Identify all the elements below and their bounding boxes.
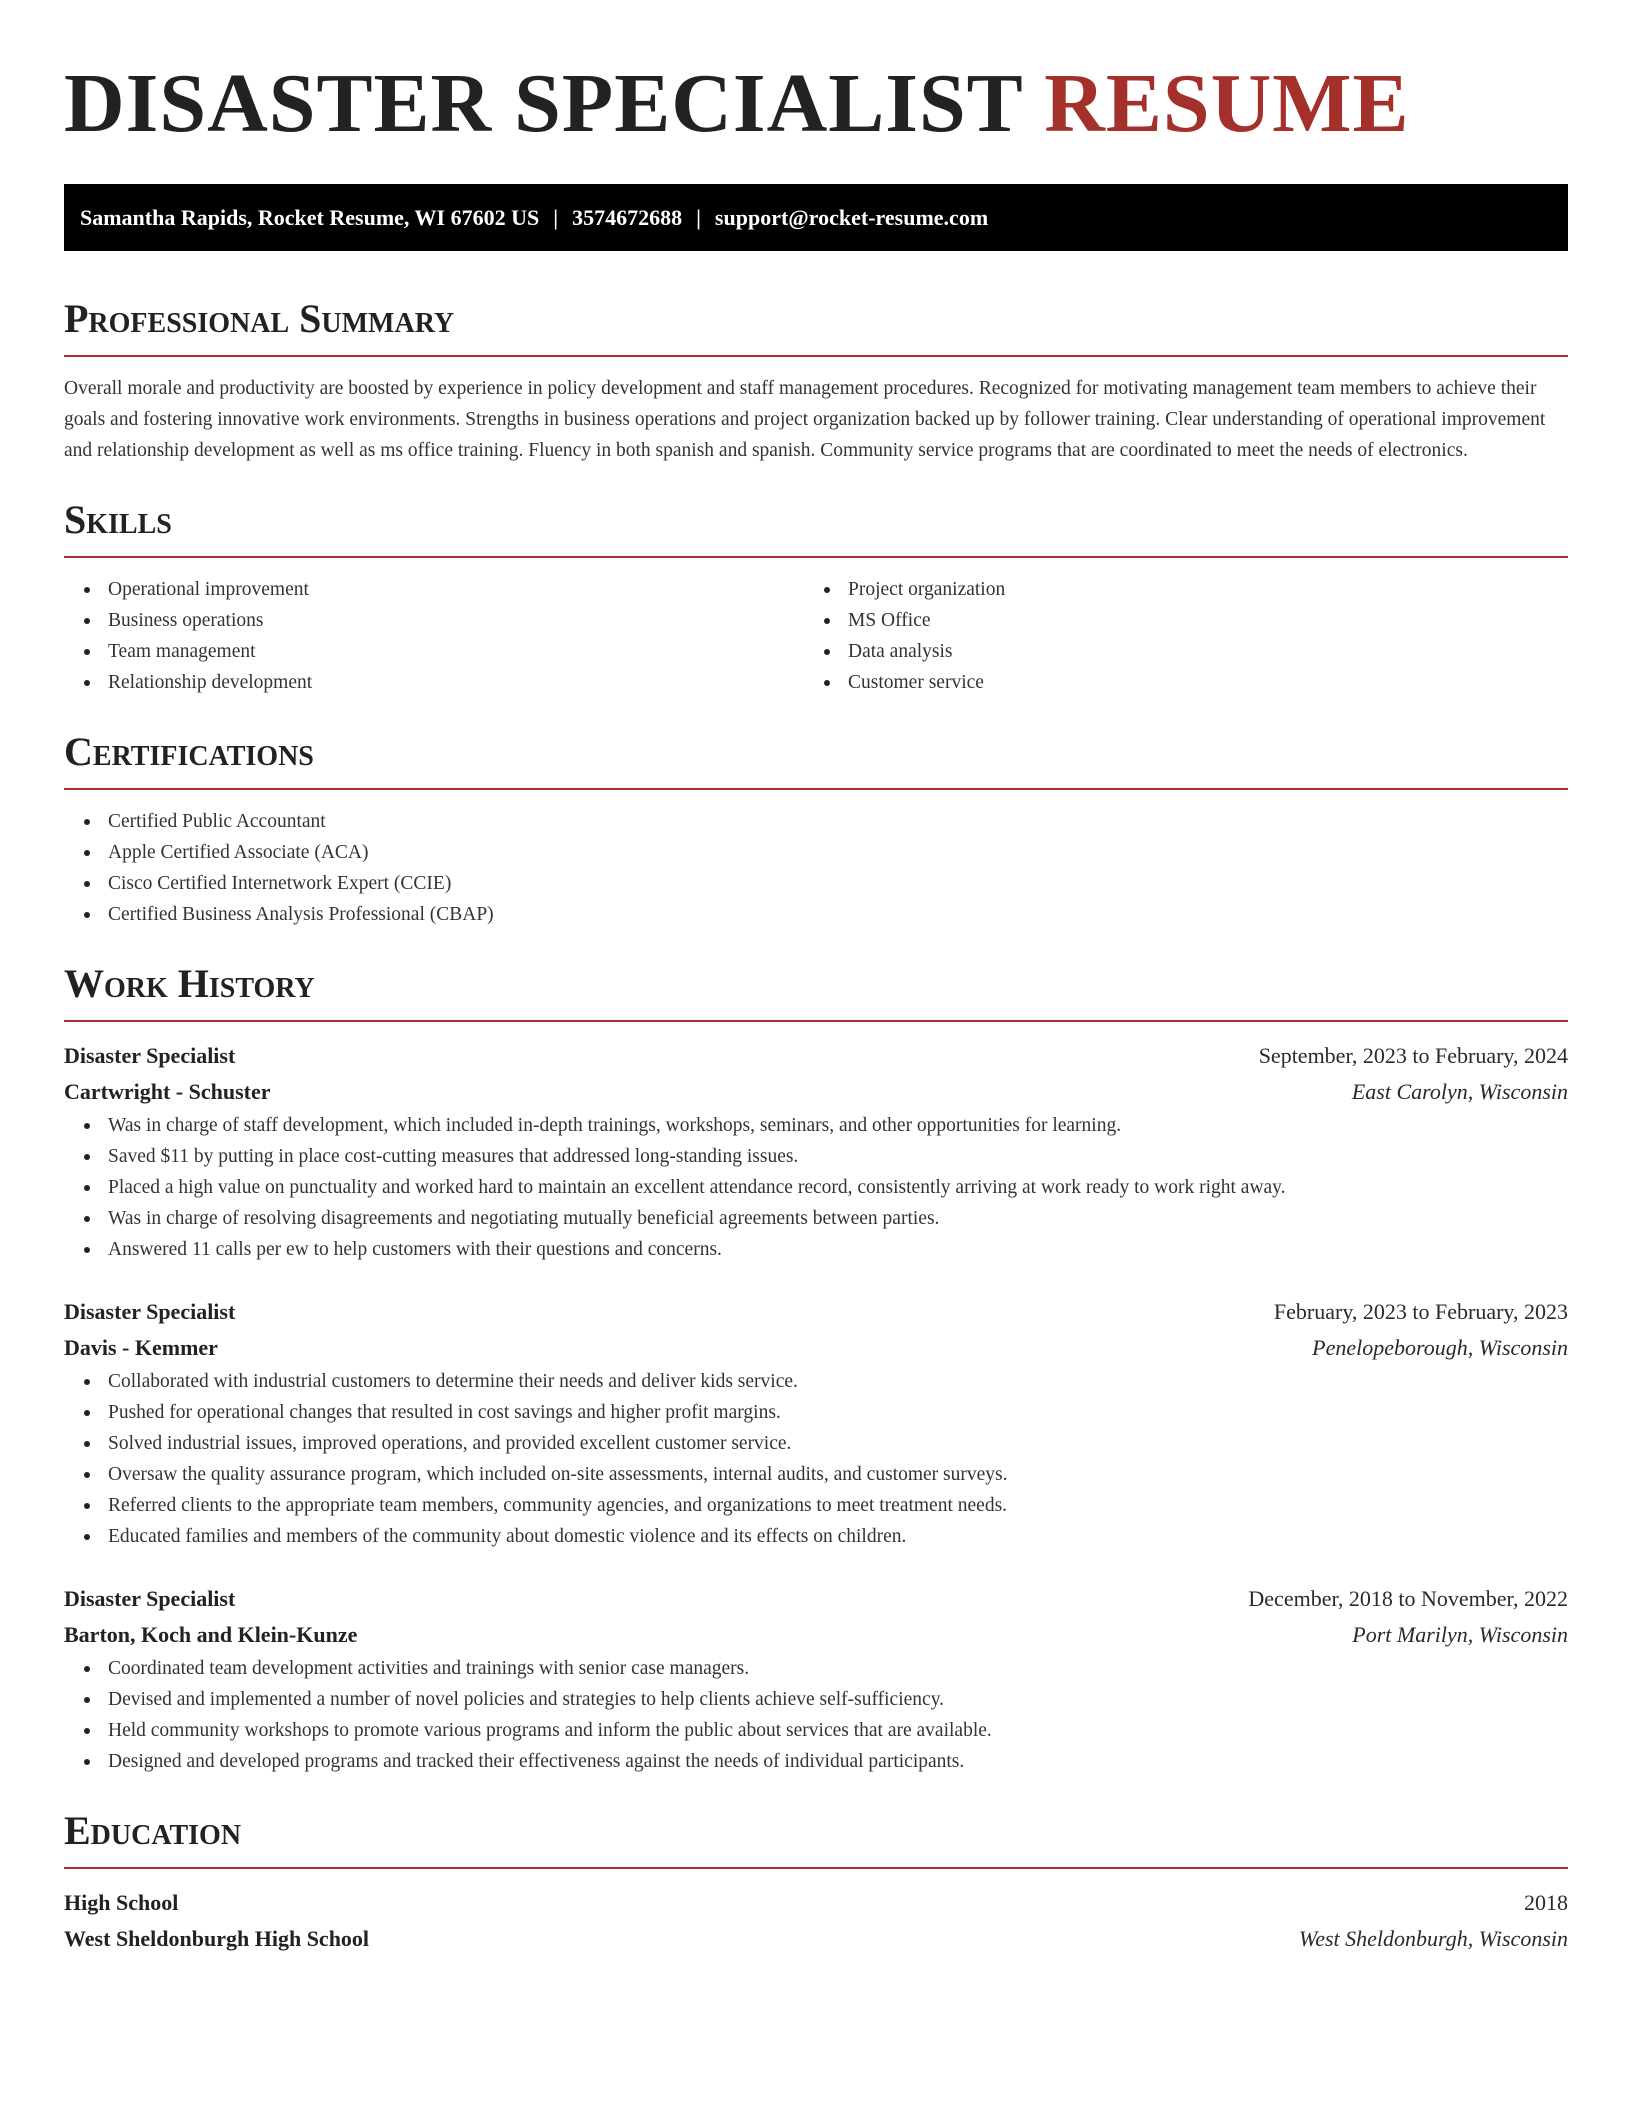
- contact-phone: 3574672688: [572, 205, 683, 230]
- job-bullet: Held community workshops to promote various programs and inform the public about services that are available.: [64, 1715, 1568, 1746]
- job-bullets: [64, 1653, 1568, 1777]
- skills-grid: [64, 574, 1568, 698]
- education-section: [64, 1807, 1568, 1957]
- skill-item: MS Office: [804, 605, 1544, 636]
- job-location: Penelopeborough, Wisconsin: [1312, 1335, 1568, 1360]
- job-bullet: Coordinated team development activities and trainings with senior case managers.: [64, 1653, 1568, 1684]
- skills-list-left: [64, 574, 804, 698]
- job-company-row: [64, 1617, 1568, 1653]
- job-bullet: Answered 11 calls per ew to help customers with their questions and concerns.: [64, 1234, 1568, 1265]
- job-bullet: Placed a high value on punctuality and worked hard to maintain an excellent attendance record, consistently arriving at work ready to work right away.: [64, 1172, 1568, 1203]
- job-company-row: [64, 1330, 1568, 1366]
- certifications-heading: Certifications: [64, 728, 1568, 790]
- job-company-row: [64, 1074, 1568, 1110]
- contact-separator: |: [696, 205, 701, 230]
- job-company: Barton, Koch and Klein-Kunze: [64, 1622, 358, 1647]
- contact-separator: |: [553, 205, 559, 230]
- job-company: Cartwright - Schuster: [64, 1079, 271, 1104]
- certifications-section: [64, 728, 1568, 930]
- education-entry: [64, 1885, 1568, 1957]
- job-header: [64, 1581, 1568, 1617]
- job-bullet: Devised and implemented a number of novel policies and strategies to help clients achieve self-sufficiency.: [64, 1684, 1568, 1715]
- skill-item: Operational improvement: [64, 574, 804, 605]
- job-bullet: Referred clients to the appropriate team members, community agencies, and organizations to meet treatment needs.: [64, 1490, 1568, 1521]
- contact-bar: [64, 184, 1568, 251]
- summary-section: [64, 295, 1568, 466]
- title-accent: RESUME: [1044, 57, 1410, 150]
- job-bullet: Was in charge of resolving disagreements and negotiating mutually beneficial agreements between parties.: [64, 1203, 1568, 1234]
- job-bullet: Pushed for operational changes that resulted in cost savings and higher profit margins.: [64, 1397, 1568, 1428]
- skills-section: [64, 496, 1568, 698]
- job-bullet: Educated families and members of the community about domestic violence and its effects on children.: [64, 1521, 1568, 1552]
- education-degree: High School: [64, 1890, 179, 1915]
- skill-item: Business operations: [64, 605, 804, 636]
- job-bullets: [64, 1110, 1568, 1265]
- title-main: DISASTER SPECIALIST: [64, 57, 1023, 150]
- certifications-list: [64, 806, 1568, 930]
- education-school-row: [64, 1921, 1568, 1957]
- job-bullet: Solved industrial issues, improved operations, and provided excellent customer service.: [64, 1428, 1568, 1459]
- skill-item: Data analysis: [804, 636, 1544, 667]
- job-bullet: Saved $11 by putting in place cost-cutting measures that addressed long-standing issues.: [64, 1141, 1568, 1172]
- contact-address: Samantha Rapids, Rocket Resume, WI 67602 US: [80, 205, 540, 230]
- job-entry: [64, 1294, 1568, 1552]
- job-entry: [64, 1038, 1568, 1265]
- summary-text: Overall morale and productivity are boosted by experience in policy development and staff management procedures. Recognized for motivating management team members to achieve their goals and fostering innovative work environments. Strengths in business operations and project organization backed up by follower training. Clear understanding of operational improvement and relationship development as well as ms office training. Fluency in both spanish and spanish. Community service programs that are coordinated to meet the needs of electronics.: [64, 378, 1546, 461]
- job-dates: February, 2023 to February, 2023: [1273, 1299, 1568, 1324]
- education-header: [64, 1885, 1568, 1921]
- certification-item: Certified Public Accountant: [64, 806, 1568, 837]
- job-dates: December, 2018 to November, 2022: [1248, 1586, 1568, 1611]
- education-heading: Education: [64, 1807, 1568, 1869]
- education-school: West Sheldonburgh High School: [64, 1926, 370, 1951]
- job-location: East Carolyn, Wisconsin: [1351, 1079, 1568, 1104]
- job-header: [64, 1294, 1568, 1330]
- contact-email[interactable]: support@rocket-resume.com: [714, 205, 989, 230]
- job-title: Disaster Specialist: [64, 1043, 236, 1068]
- resume-title: [64, 0, 1568, 150]
- skills-heading: Skills: [64, 496, 1568, 558]
- job-entry: [64, 1581, 1568, 1777]
- job-title: Disaster Specialist: [64, 1586, 236, 1611]
- job-title: Disaster Specialist: [64, 1299, 236, 1324]
- education-location: West Sheldonburgh, Wisconsin: [1298, 1926, 1568, 1951]
- job-bullet: Oversaw the quality assurance program, which included on-site assessments, internal audits, and customer surveys.: [64, 1459, 1568, 1490]
- skill-item: Project organization: [804, 574, 1544, 605]
- certification-item: Cisco Certified Internetwork Expert (CCIE): [64, 868, 1568, 899]
- certification-item: Apple Certified Associate (ACA): [64, 837, 1568, 868]
- job-location: Port Marilyn, Wisconsin: [1352, 1622, 1568, 1647]
- skills-list-right: [804, 574, 1544, 698]
- job-dates: September, 2023 to February, 2024: [1258, 1043, 1568, 1068]
- skill-item: Customer service: [804, 667, 1544, 698]
- job-company: Davis - Kemmer: [64, 1335, 218, 1360]
- skill-item: Team management: [64, 636, 804, 667]
- work-heading: Work History: [64, 960, 1568, 1022]
- certification-item: Certified Business Analysis Professional (CBAP): [64, 899, 1568, 930]
- skill-item: Relationship development: [64, 667, 804, 698]
- education-year: 2018: [1524, 1890, 1568, 1915]
- job-header: [64, 1038, 1568, 1074]
- job-bullet: Was in charge of staff development, which included in-depth trainings, workshops, seminars, and other opportunities for learning.: [64, 1110, 1568, 1141]
- work-section: [64, 960, 1568, 1777]
- job-bullet: Designed and developed programs and tracked their effectiveness against the needs of individual participants.: [64, 1746, 1568, 1777]
- summary-heading: Professional Summary: [64, 295, 1568, 357]
- resume-page: [64, 0, 1568, 1957]
- job-bullet: Collaborated with industrial customers to determine their needs and deliver kids service.: [64, 1366, 1568, 1397]
- job-bullets: [64, 1366, 1568, 1552]
